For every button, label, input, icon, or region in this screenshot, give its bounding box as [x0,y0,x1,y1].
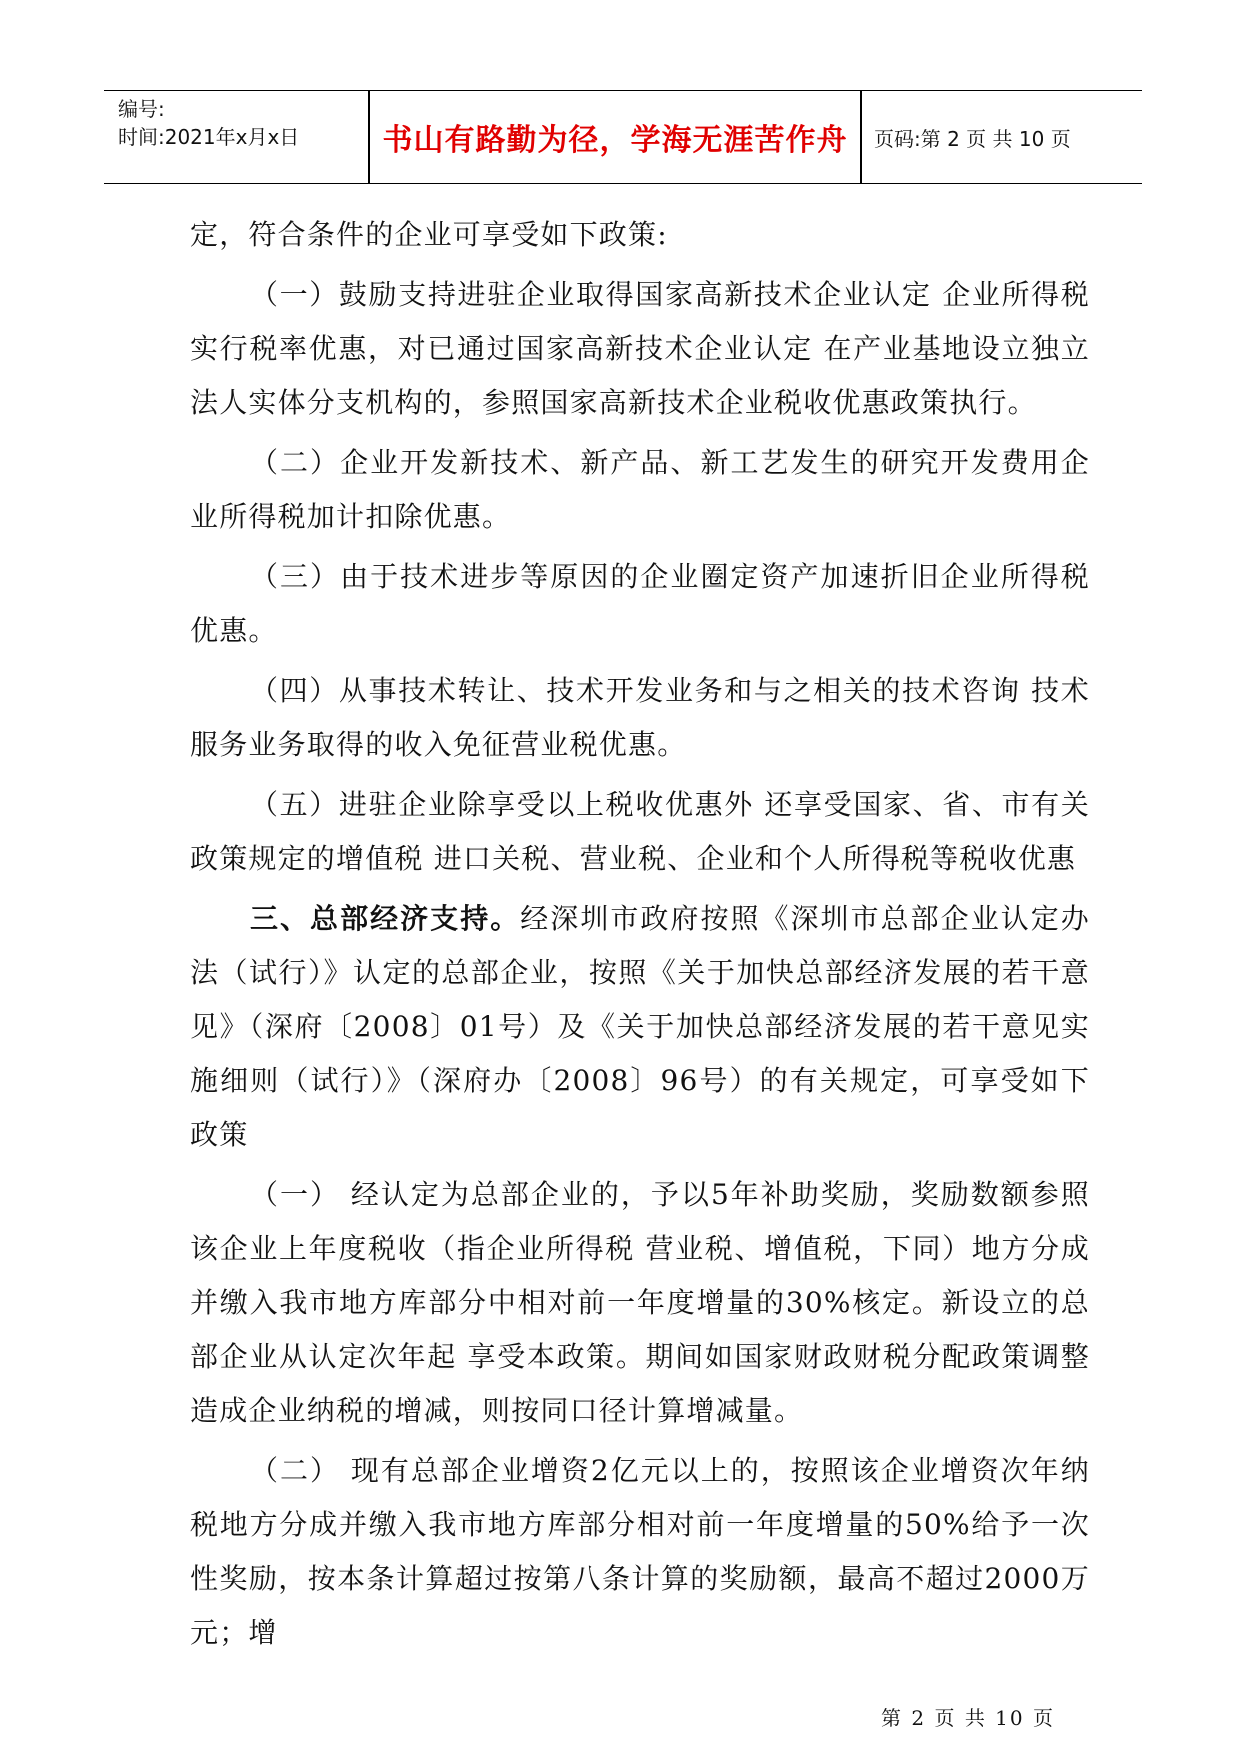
section-heading: 三、总部经济支持。 [250,902,521,935]
document-time-label: 时间:2021年x月x日 [118,125,300,149]
page-footer: 第 2 页 共 10 页 [881,1706,1055,1730]
document-body [190,208,1090,1666]
paragraph: （二） 现有总部企业增资2亿元以上的，按照该企业增资次年纳税地方分成并缴入我市地方库部分相对前一年度增量的50%给予一次性奖励，按本条计算超过按第八条计算的奖励额，最高不超过2000万元；增 [190,1454,1090,1649]
paragraph: （五）进驻企业除享受以上税收优惠外 还享受国家、省、市有关政策规定的增值税 进口关税、营业税、企业和个人所得税等税收优惠 [190,788,1090,875]
paragraph: （二）企业开发新技术、新产品、新工艺发生的研究开发费用企业所得税加计扣除优惠。 [190,446,1090,533]
paragraph: （四）从事技术转让、技术开发业务和与之相关的技术咨询 技术服务业务取得的收入免征营业税优惠。 [190,674,1090,761]
paragraph: 定，符合条件的企业可享受如下政策: [190,218,668,251]
header-motto: 书山有路勤为径，学海无涯苦作舟 [382,123,848,158]
header-divider [860,91,862,183]
header-meta [118,95,299,151]
header-page-number: 页码:第 2 页 共 10 页 [874,127,1071,151]
page-header [104,90,1142,184]
paragraph: （一）鼓励支持进驻企业取得国家高新技术企业认定 企业所得税实行税率优惠，对已通过国家高新技术企业认定 在产业基地设立独立法人实体分支机构的，参照国家高新技术企业税收优惠政策执行。 [190,278,1090,419]
section-body: 经深圳市政府按照《深圳市总部企业认定办法（试行）》认定的总部企业，按照《关于加快总部经济发展的若干意见》（深府〔2008〕01号）及《关于加快总部经济发展的若干意见实施细则（试行）》（深府办〔2008〕96号）的有关规定，可享受如下政策 [190,902,1090,1151]
document-number-label: 编号: [118,97,165,121]
paragraph: （三）由于技术进步等原因的企业圈定资产加速折旧企业所得税优惠。 [190,560,1090,647]
paragraph: （一） 经认定为总部企业的，予以5年补助奖励，奖励数额参照该企业上年度税收（指企业所得税 营业税、增值税，下同）地方分成并缴入我市地方库部分中相对前一年度增量的30%核定。新设立的总部企业从认定次年起 享受本政策。期间如国家财政财税分配政策调整造成企业纳税的增减，则按同口径计算增减量。 [190,1178,1090,1427]
section-paragraph [190,892,1090,1162]
